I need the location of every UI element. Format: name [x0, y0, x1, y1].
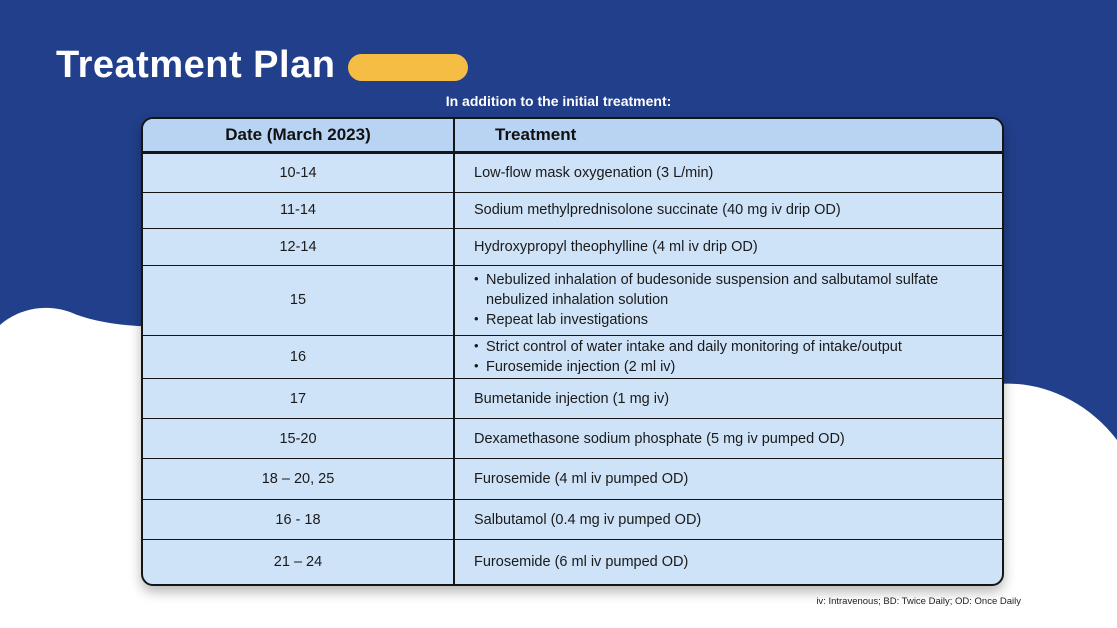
date-cell: 18 – 20, 25	[143, 459, 454, 500]
subtitle: In addition to the initial treatment:	[445, 93, 672, 109]
treatment-bullet-item: • Strict control of water intake and daily monitoring of intake/output	[474, 337, 992, 357]
date-cell: 11-14	[143, 192, 454, 228]
treatment-cell: Bumetanide injection (1 mg iv)	[454, 378, 1002, 418]
date-cell: 16 - 18	[143, 500, 454, 540]
date-column-header: Date (March 2023)	[143, 119, 454, 152]
treatment-table	[141, 117, 1004, 586]
date-cell: 12-14	[143, 228, 454, 265]
treatment-cell: Dexamethasone sodium phosphate (5 mg iv pumped OD)	[454, 419, 1002, 459]
treatment-cell: Salbutamol (0.4 mg iv pumped OD)	[454, 500, 1002, 540]
date-cell: 15	[143, 265, 454, 335]
table-row	[143, 335, 1002, 378]
table-row	[143, 152, 1002, 192]
table-row	[143, 540, 1002, 584]
table-header-row	[143, 119, 1002, 152]
date-cell: 10-14	[143, 152, 454, 192]
table-row	[143, 378, 1002, 418]
date-cell: 17	[143, 378, 454, 418]
date-cell: 21 – 24	[143, 540, 454, 584]
treatment-bullet-list	[474, 337, 992, 377]
treatment-cell	[454, 265, 1002, 335]
treatment-bullet-item: • Furosemide injection (2 ml iv)	[474, 357, 992, 377]
page-title: Treatment Plan	[56, 44, 336, 86]
treatment-cell	[454, 335, 1002, 378]
treatment-cell: Sodium methylprednisolone succinate (40 mg iv drip OD)	[454, 192, 1002, 228]
treatment-cell: Hydroxypropyl theophylline (4 ml iv drip OD)	[454, 228, 1002, 265]
treatment-bullet-item: • Nebulized inhalation of budesonide suspension and salbutamol sulfate nebulized inhalation solution	[474, 270, 992, 310]
treatment-bullet-item: • Repeat lab investigations	[474, 310, 992, 330]
table-row	[143, 419, 1002, 459]
table-row	[143, 192, 1002, 228]
table-row	[143, 265, 1002, 335]
treatment-cell: Furosemide (6 ml iv pumped OD)	[454, 540, 1002, 584]
table-row	[143, 500, 1002, 540]
table-row	[143, 228, 1002, 265]
treatment-cell: Furosemide (4 ml iv pumped OD)	[454, 459, 1002, 500]
treatment-bullet-list	[474, 270, 992, 330]
treatment-cell: Low-flow mask oxygenation (3 L/min)	[474, 164, 714, 181]
abbreviations-footnote: iv: Intravenous; BD: Twice Daily; OD: Once Daily	[816, 596, 1021, 607]
date-cell: 15-20	[143, 419, 454, 459]
accent-pill	[348, 54, 468, 81]
date-cell: 16	[143, 335, 454, 378]
treatment-column-header: Treatment	[454, 119, 1002, 152]
table-row	[143, 459, 1002, 500]
